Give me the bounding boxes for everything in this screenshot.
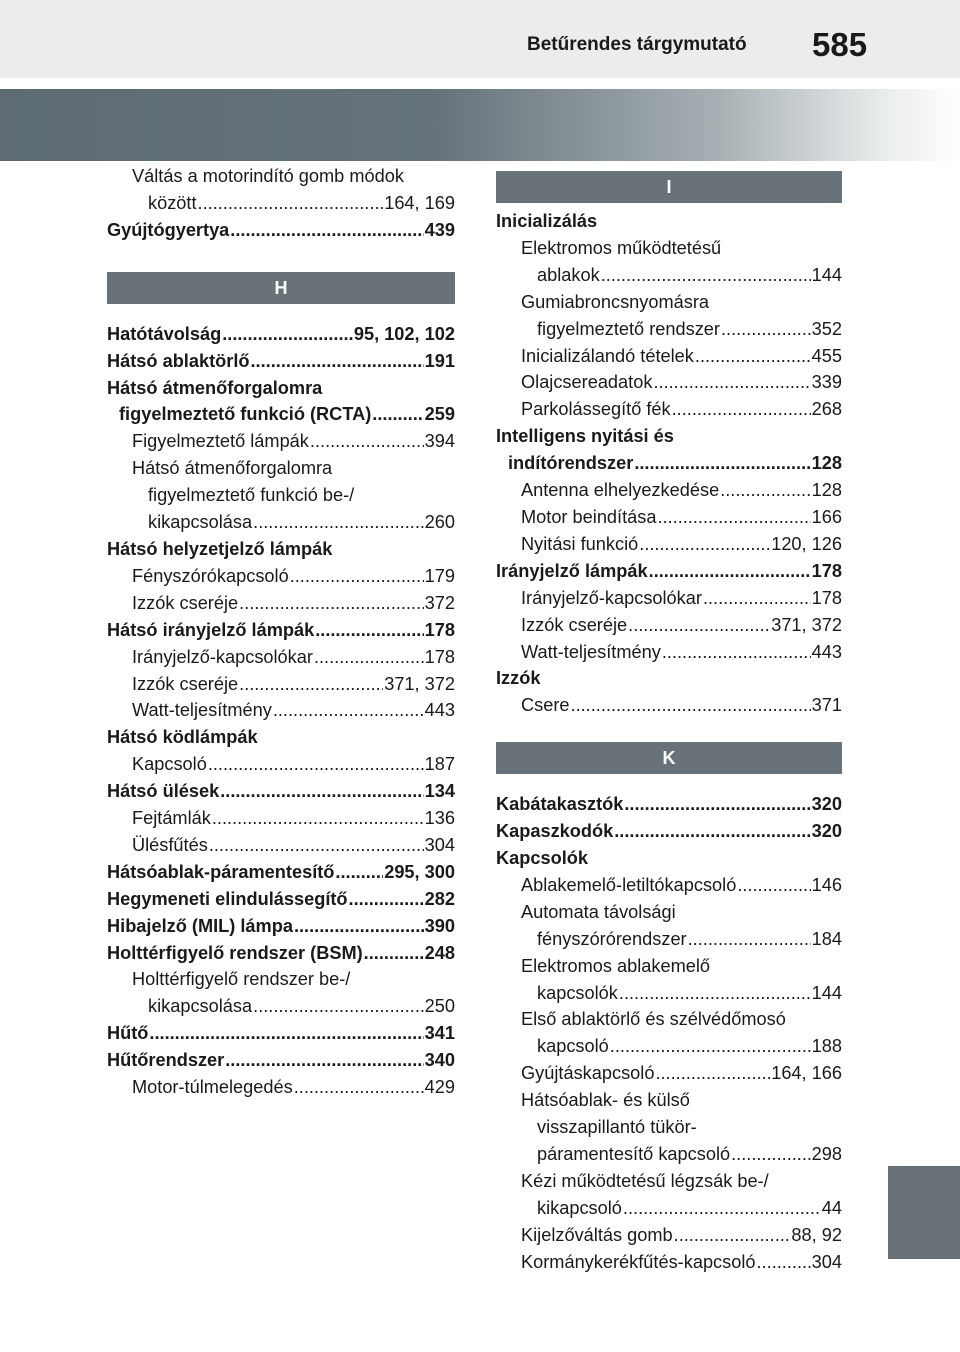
index-entry: Nyitási funkció ..... 120, 126 (496, 531, 842, 558)
letter-header-h: H (107, 272, 455, 304)
index-entry: Hatótávolság ..... 95, 102, 102 (107, 321, 455, 348)
index-entry: Watt-teljesítmény ..... 443 (107, 697, 455, 724)
index-entry: Hátsó irányjelző lámpák ..... 178 (107, 617, 455, 644)
index-entry: Hátsó ködlámpák (107, 727, 258, 748)
letter-header-k: K (496, 742, 842, 774)
index-entry: Hátsó átmenőforgalomra (107, 377, 323, 398)
index-entry: Motor-túlmelegedés ..... 429 (107, 1074, 455, 1101)
decorative-banner (0, 89, 960, 161)
index-entry: Inicializálás (496, 211, 598, 231)
index-entry: visszapillantó tükör- (537, 1117, 697, 1138)
index-entry: Holttérfigyelő rendszer (BSM) ..... 248 (107, 940, 455, 967)
index-entry: Izzók cseréje ..... 371, 372 (107, 671, 455, 698)
index-entry: Hegymeneti elindulássegítő ..... 282 (107, 886, 455, 913)
index-entry: Parkolássegítő fék ..... 268 (496, 396, 842, 423)
index-entry: Elektromos ablakemelő (521, 955, 711, 976)
index-entry: Izzók cseréje ..... 371, 372 (496, 612, 842, 639)
index-entry: Csere ..... 371 (496, 692, 842, 719)
index-entry: Kapcsoló ..... 187 (107, 751, 455, 778)
index-entry: kapcsolók ..... 144 (496, 980, 842, 1007)
index-entry: Intelligens nyitási és (496, 426, 674, 447)
index-entry: Ablakemelő-letiltókapcsoló ..... 146 (496, 872, 842, 899)
index-entry: kapcsoló ..... 188 (496, 1033, 842, 1060)
index-entry: Figyelmeztető lámpák ..... 394 (107, 428, 455, 455)
index-entry: Olajcsereadatok ..... 339 (496, 369, 842, 396)
index-entry: Kézi működtetésű légzsák be-/ (521, 1170, 769, 1191)
index-entry: Hátsóablak- és külső (521, 1090, 690, 1111)
index-entry: Elektromos működtetésű (521, 237, 722, 258)
index-entry: Kapcsolók (496, 848, 588, 869)
index-entry: Watt-teljesítmény ..... 443 (496, 639, 842, 666)
index-entry: Gyújtáskapcsoló ..... 164, 166 (496, 1060, 842, 1087)
index-entry: fényszórórendszer ..... 184 (496, 926, 842, 953)
index-entry: Kijelzőváltás gomb ..... 88, 92 (496, 1222, 842, 1249)
chapter-thumb-tab (888, 1166, 960, 1259)
index-entry: kikapcsolása ..... 260 (107, 509, 455, 536)
index-column-left (107, 163, 455, 1101)
index-entry: Fényszórókapcsoló ..... 179 (107, 563, 455, 590)
index-entry: kikapcsoló ..... 44 (496, 1195, 842, 1222)
index-entry: Gumiabroncsnyomásra (521, 291, 710, 312)
index-entry: Hűtőrendszer ..... 340 (107, 1047, 455, 1074)
index-entry: Hibajelző (MIL) lámpa ..... 390 (107, 913, 455, 940)
index-entry: Irányjelző-kapcsolókar ..... 178 (496, 585, 842, 612)
index-entry: Kormánykerékfűtés-kapcsoló ..... 304 (496, 1249, 842, 1276)
index-entry: Első ablaktörlő és szélvédőmosó (521, 1009, 786, 1030)
index-entry: Fejtámlák ..... 136 (107, 805, 455, 832)
index-entry: Holttérfigyelő rendszer be-/ (132, 969, 351, 990)
index-column-right (496, 171, 842, 1276)
index-entry: figyelmeztető funkció (RCTA) ..... 259 (107, 401, 455, 428)
index-entry: között ..... 164, 169 (107, 190, 455, 217)
index-entry: Hűtő ..... 341 (107, 1020, 455, 1047)
index-entry: páramentesítő kapcsoló ..... 298 (496, 1141, 842, 1168)
index-entry: Irányjelző lámpák ..... 178 (496, 558, 842, 585)
index-entry: Motor beindítása ..... 166 (496, 504, 842, 531)
index-entry: ablakok ..... 144 (496, 262, 842, 289)
index-entry: Izzók cseréje ..... 372 (107, 590, 455, 617)
index-entry: Izzók (496, 668, 541, 689)
index-entry: Hátsó ablaktörlő ..... 191 (107, 348, 455, 375)
index-entry: kikapcsolása ..... 250 (107, 993, 455, 1020)
index-entry: Váltás a motorindító gomb módok (132, 166, 404, 186)
page-number: 585 (812, 26, 868, 63)
index-entry: Ülésfűtés ..... 304 (107, 832, 455, 859)
index-entry: Kapaszkodók ..... 320 (496, 818, 842, 845)
index-entry: Irányjelző-kapcsolókar ..... 178 (107, 644, 455, 671)
index-entry: Kabátakasztók ..... 320 (496, 791, 842, 818)
index-entry: indítórendszer ..... 128 (496, 450, 842, 477)
index-entry: figyelmeztető rendszer ..... 352 (496, 316, 842, 343)
index-entry: figyelmeztető funkció be-/ (148, 485, 355, 506)
index-entry: Inicializálandó tételek ..... 455 (496, 343, 842, 370)
index-entry: Gyújtógyertya ..... 439 (107, 217, 455, 244)
index-entry: Hátsó helyzetjelző lámpák (107, 538, 333, 559)
section-title: Betűrendes tárgymutató (527, 34, 747, 55)
index-entry: Hátsó ülések ..... 134 (107, 778, 455, 805)
index-entry: Automata távolsági (521, 901, 676, 922)
index-entry: Hátsó átmenőforgalomra (132, 458, 333, 479)
letter-header-i: I (496, 171, 842, 203)
index-entry: Antenna elhelyezkedése ..... 128 (496, 477, 842, 504)
index-entry: Hátsóablak-páramentesítő ..... 295, 300 (107, 859, 455, 886)
